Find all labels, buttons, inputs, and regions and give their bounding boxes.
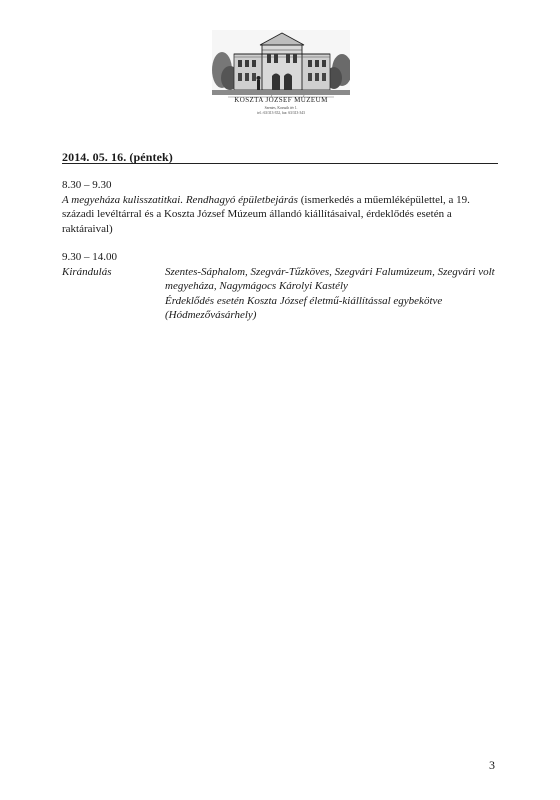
program-location-line: Szentes-Sáphalom, Szegvár-Tűzköves, Szegvári Falumúzeum, Szegvári volt megyeháza, Nagymágocs Károlyi Kastély xyxy=(165,265,495,292)
program-title: A megyeháza kulisszatitkai. Rendhagyó épületbejárás xyxy=(62,193,298,206)
program-time: 9.30 – 14.00 xyxy=(62,251,117,263)
heading-rule xyxy=(62,163,498,164)
program-item-2 xyxy=(62,250,505,323)
program-location-line: Érdeklődés esetén Koszta József életmű-kiállítással egybekötve (Hódmezővásárhely) xyxy=(165,294,443,321)
program-time: 8.30 – 9.30 xyxy=(62,179,112,191)
program-locations xyxy=(165,265,505,323)
program-details: (ismerkedés a műemléképülettel, a 19. századi levéltárral és a Koszta József Múzeum állandó kiállításaival, érdeklődés esetén a raktáraival) xyxy=(62,193,470,235)
program-item-1 xyxy=(62,178,498,236)
museum-logo xyxy=(212,30,350,124)
page-number: 3 xyxy=(489,758,495,772)
museum-contact: tel.: 63/313-352, fax: 63/313-343 xyxy=(257,111,305,115)
program-description xyxy=(62,193,498,237)
date-heading: 2014. 05. 16. (péntek) xyxy=(62,150,173,164)
museum-name: KOSZTA JÓZSEF MÚZEUM xyxy=(234,96,328,104)
program-label: Kirándulás xyxy=(62,265,112,278)
museum-address: Szentes, Kossuth tér 1. xyxy=(264,106,298,110)
